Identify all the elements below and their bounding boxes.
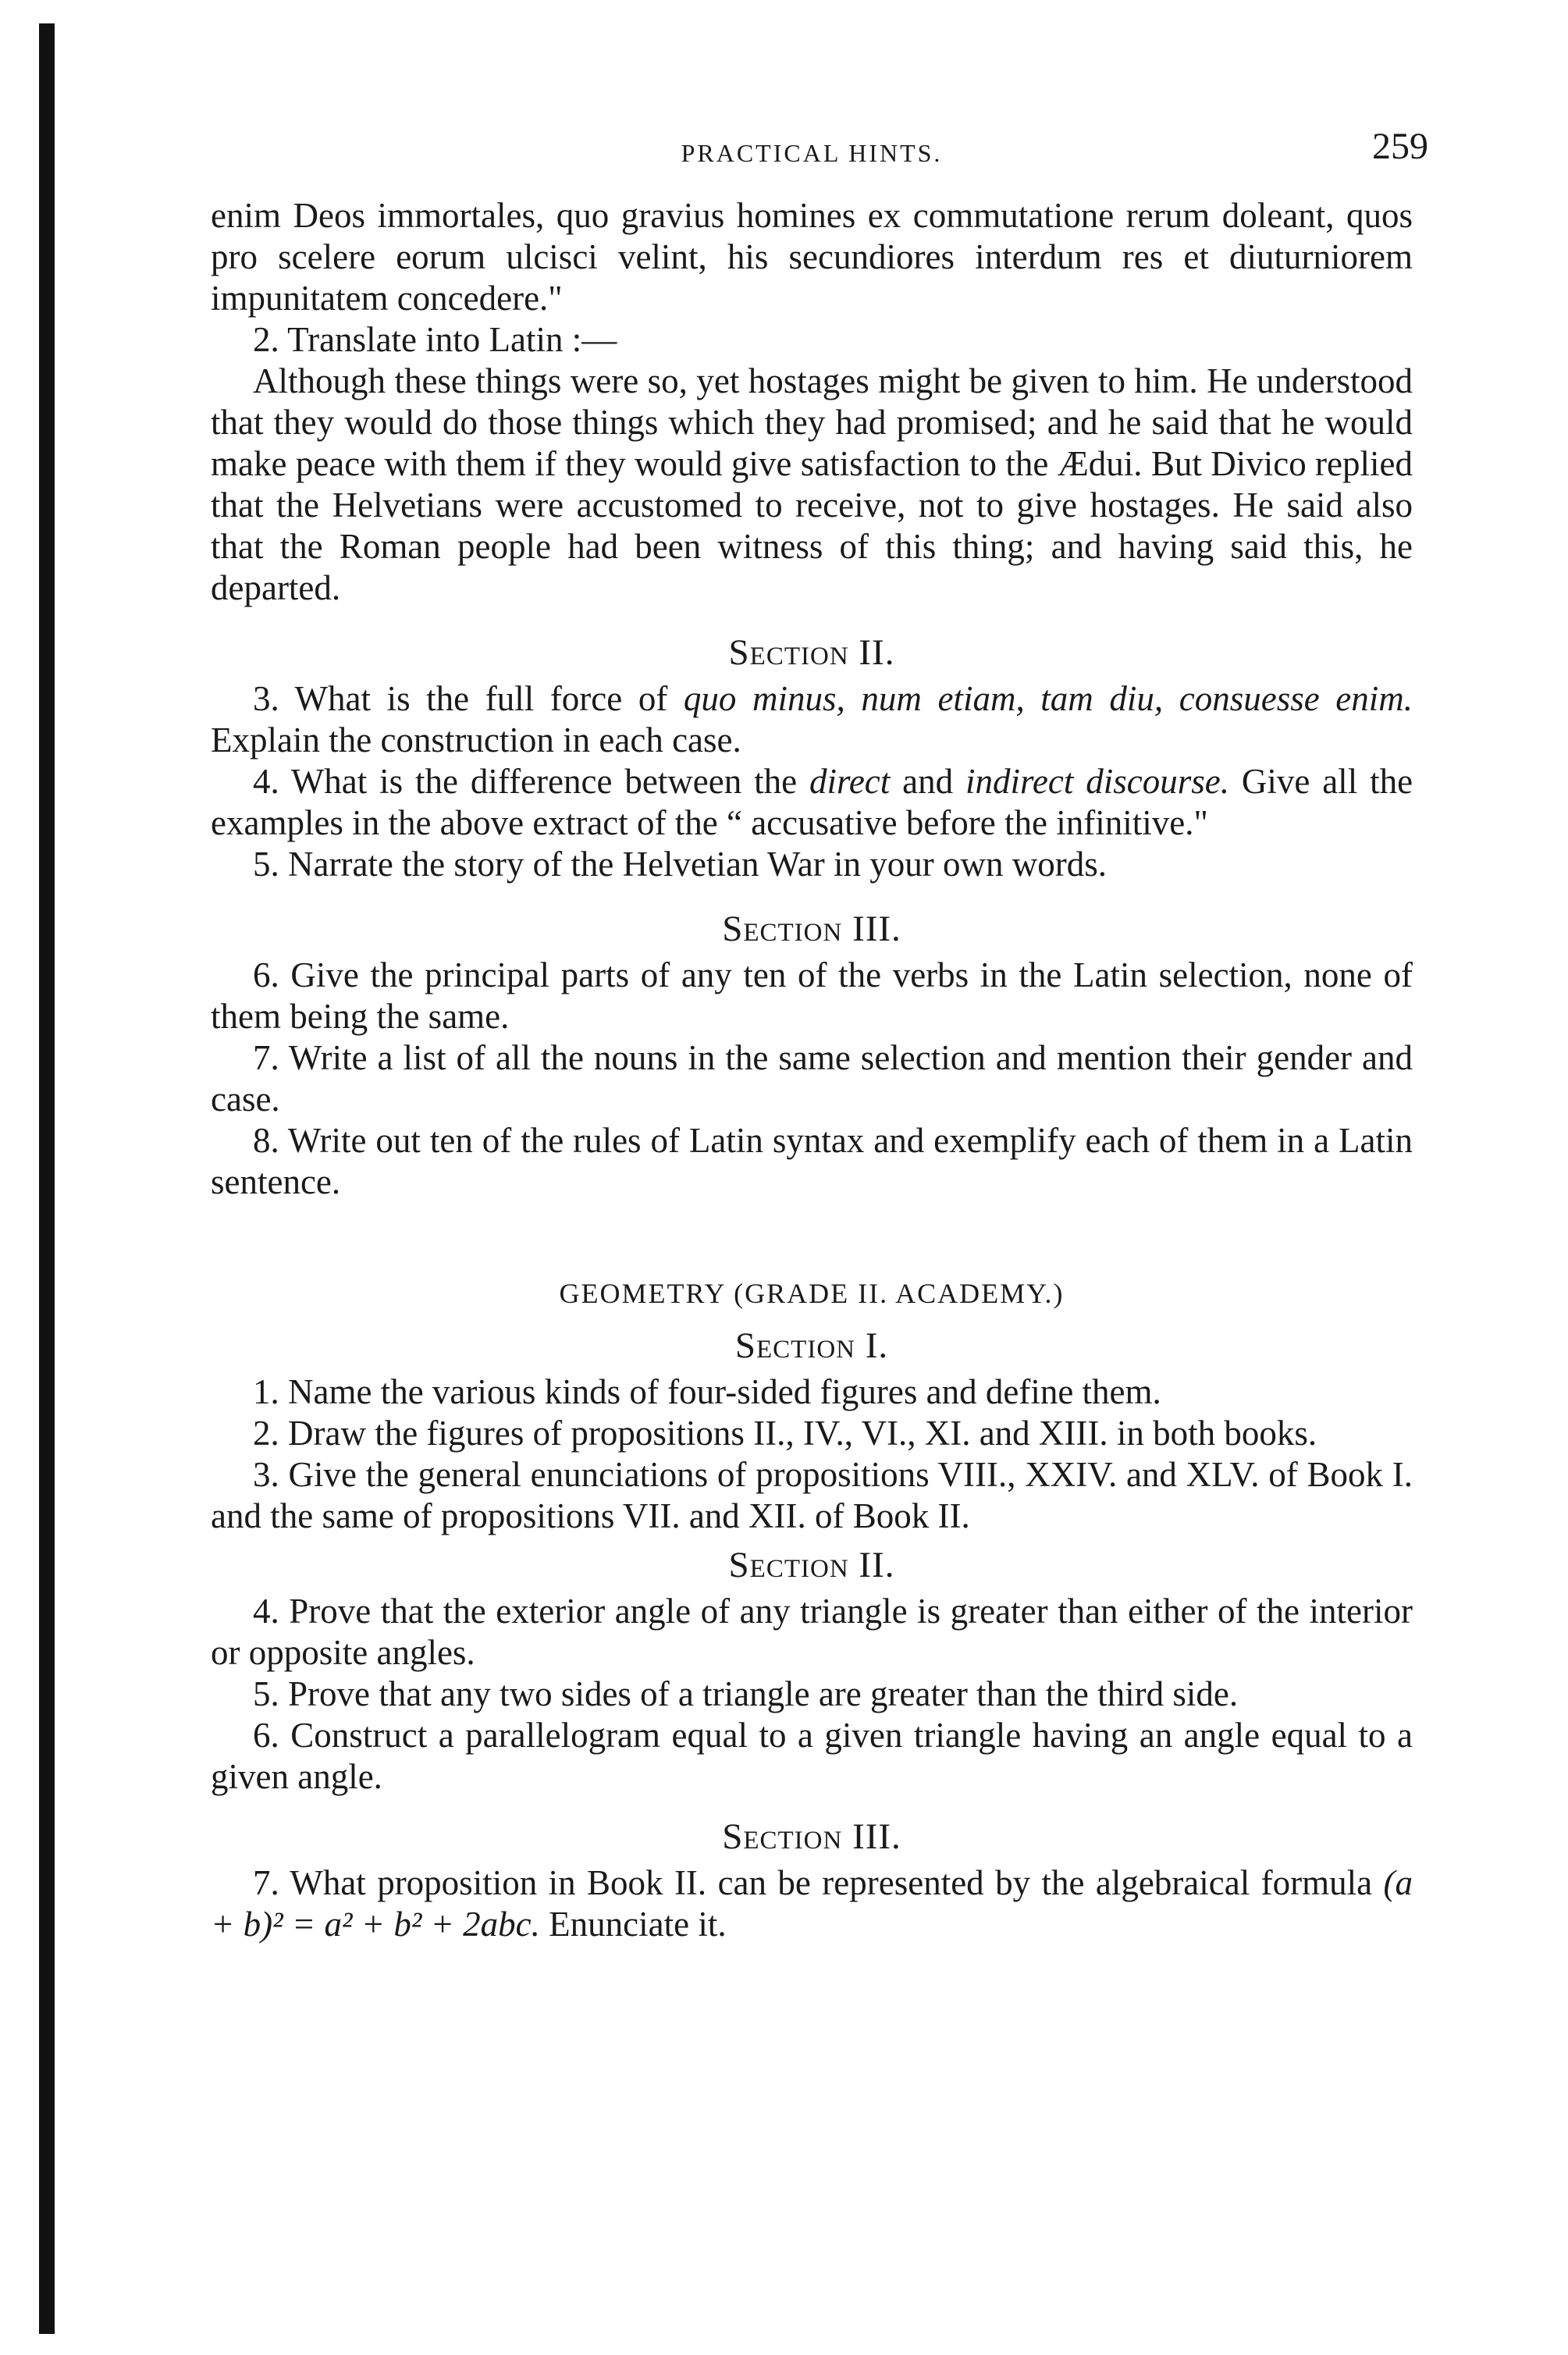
question-7: 7. Write a list of all the nouns in the same selection and mention their gender and case.: [211, 1038, 1413, 1119]
geometry-section-i-heading: Section I.: [734, 1325, 889, 1366]
geometry-question-7: [211, 1862, 1413, 1945]
q3-number: 3.: [253, 679, 279, 718]
page: [211, 125, 1428, 1945]
question-2-label: 2. Translate into Latin :—: [253, 320, 617, 359]
geometry-question-4: 4. Prove that the exterior angle of any triangle is greater than either of the interior or opposite angles.: [211, 1592, 1413, 1672]
binding-edge: [39, 23, 55, 2334]
page-number: 259: [1372, 126, 1428, 167]
page-body: [211, 195, 1413, 1945]
question-3: [211, 678, 1413, 761]
section-ii-heading: Section II.: [728, 632, 895, 673]
q3-term-tam-diu: tam diu,: [1040, 679, 1164, 718]
question-5: 5. Narrate the story of the Helvetian War in your own words.: [253, 845, 1107, 884]
geometry-section-ii-heading: Section II.: [728, 1545, 895, 1585]
translation-paragraph: Although these things were so, yet hostages might be given to him. He understood that they would do those things which they had promised; and he said that he would make peace with them if they would give satisfaction to the Ædui. But Divico replied that the Helvetians were accustomed to receive, not to give hostages. He said also that the Roman people had been witness of this thing; and having said this, he departed.: [211, 361, 1413, 607]
question-8: 8. Write out ten of the rules of Latin syntax and exemplify each of them in a Latin sentence.: [211, 1121, 1413, 1201]
running-title: PRACTICAL HINTS.: [681, 139, 943, 167]
q3-text-post: Explain the construction in each case.: [211, 720, 741, 760]
q3-term-consuesse-enim: consuesse enim.: [1179, 679, 1413, 718]
q4-term-indirect: indirect discourse.: [965, 762, 1229, 801]
question-4: [211, 761, 1413, 844]
geometry-question-3: 3. Give the general enunciations of propositions VIII., XXIV. and XLV. of Book I. and the same of propositions VII. and XII. of Book II.: [211, 1455, 1413, 1535]
gq7-formula: (a + b)² = a² + b² + 2abc.: [211, 1863, 1413, 1944]
q3-text-pre: What is the full force of: [294, 679, 668, 718]
section-iii-heading: Section III.: [722, 909, 901, 949]
gq7-text-post: Enunciate it.: [549, 1905, 727, 1944]
question-6: 6. Give the principal parts of any ten of the verbs in the Latin selection, none of them being the same.: [211, 955, 1413, 1036]
geometry-question-1: 1. Name the various kinds of four-sided figures and define them.: [253, 1372, 1161, 1411]
gq7-text-pre: 7. What proposition in Book II. can be represented by the algebraical formula: [253, 1863, 1373, 1902]
q4-text-post: Give all the examples in the above extract of the “ accusative before the infinitive.": [211, 762, 1413, 842]
q3-term-quo-minus: quo minus,: [683, 679, 845, 718]
q4-text-pre: 4. What is the difference between the: [253, 762, 798, 801]
geometry-section-iii-heading: Section III.: [722, 1816, 901, 1857]
q4-text-mid: and: [902, 762, 954, 801]
q4-term-direct: direct: [809, 762, 891, 801]
geometry-question-2: 2. Draw the figures of propositions II., IV., VI., XI. and XIII. in both books.: [253, 1414, 1317, 1453]
geometry-question-6: 6. Construct a parallelogram equal to a given triangle having an angle equal to a given angle.: [211, 1716, 1413, 1796]
running-head: [211, 125, 1428, 195]
geometry-heading: GEOMETRY (GRADE II. ACADEMY.): [559, 1278, 1065, 1309]
geometry-question-5: 5. Prove that any two sides of a triangle are greater than the third side.: [253, 1674, 1239, 1713]
q3-term-num-etiam: num etiam,: [861, 679, 1025, 718]
latin-passage-end: enim Deos immortales, quo gravius homines ex commutatione rerum doleant, quos pro scelere eorum ulcisci velint, his secundiores interdum res et diuturniorem impunitatem concedere.": [211, 196, 1413, 318]
